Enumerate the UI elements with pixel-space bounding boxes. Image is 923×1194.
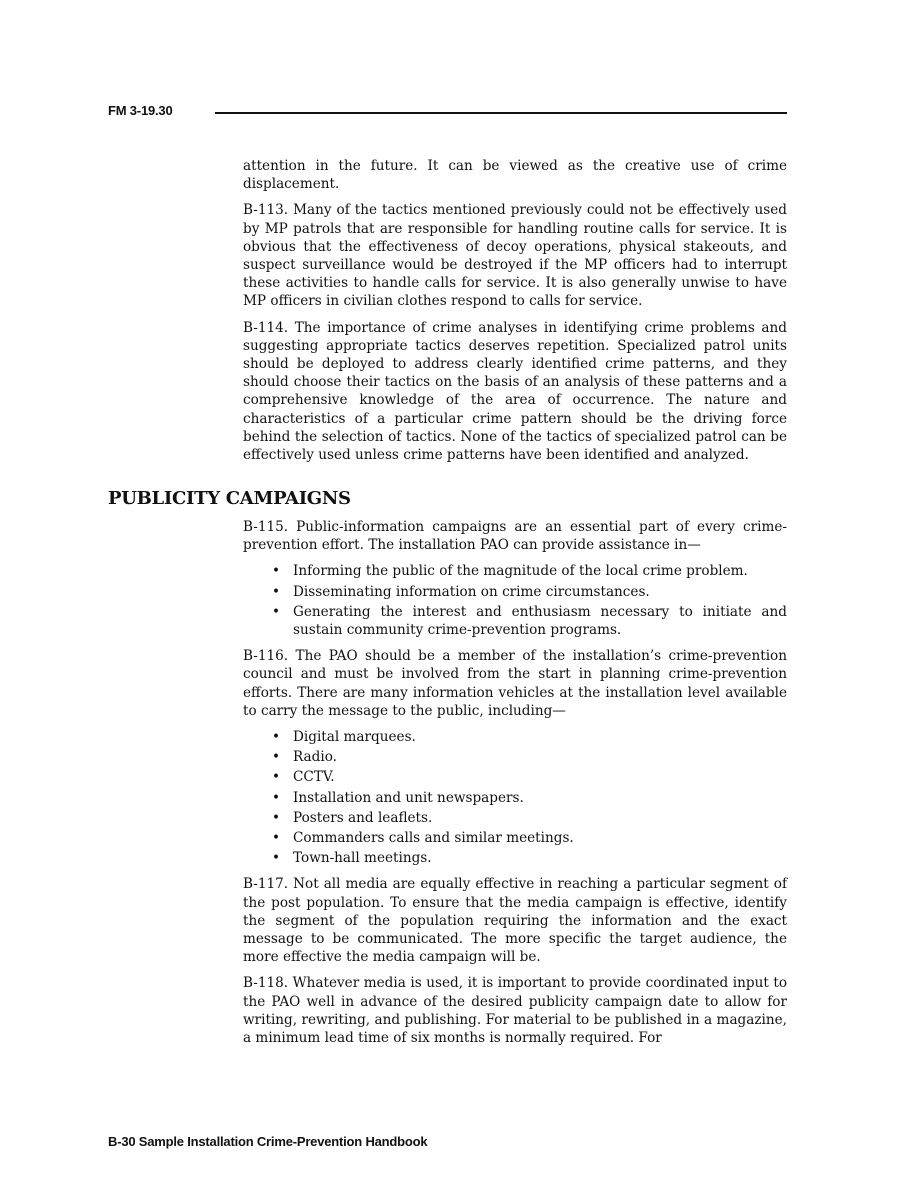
list-item: • Informing the public of the magnitude of the local crime problem. [293,562,787,580]
paragraph-b114: B-114. The importance of crime analyses in identifying crime problems and suggesting appropriate tactics deserves repetition. Specialized patrol units should be deployed to address clearly identified crime patterns, and they should choose their tactics on the basis of an analysis of these patterns and a comprehensive knowledge of the area of occurrence. The nature and characteristics of a particular crime pattern should be the driving force behind the selection of tactics. None of the tactics of specialized patrol can be effectively used unless crime patterns have been identified and analyzed. [243,319,787,464]
paragraph-b118: B-118. Whatever media is used, it is important to provide coordinated input to the PAO well in advance of the desired publicity campaign date to allow for writing, rewriting, and publishing. For material to be published in a magazine, a minimum lead time of six months is normally required. For [243,975,787,1047]
list-item: • Installation and unit newspapers. [293,789,787,807]
paragraph-continued: attention in the future. It can be viewed as the creative use of crime displacement. [243,158,787,193]
body-text-top [243,157,787,472]
section-heading: PUBLICITY CAMPAIGNS [108,488,351,509]
page-footer: B-30 Sample Installation Crime-Prevention Handbook [108,1134,428,1149]
list-item: • Radio. [293,748,787,766]
manual-number: FM 3-19.30 [108,103,173,118]
paragraph-b116: B-116. The PAO should be a member of the installation’s crime-prevention council and must be involved from the start in planning crime-prevention efforts. There are many information vehicles at the installation level available to carry the message to the public, including— [243,648,787,719]
pao-assistance-list [243,562,787,639]
list-item: • Town-hall meetings. [293,849,787,867]
list-item: • CCTV. [293,768,787,786]
list-item: • Generating the interest and enthusiasm necessary to initiate and sustain community crime-prevention programs. [293,603,787,639]
paragraph-b115: B-115. Public-information campaigns are an essential part of every crime-prevention effort. The installation PAO can provide assistance in— [243,519,787,554]
body-text-section [243,518,787,1055]
information-vehicles-list [243,728,787,867]
list-item: • Digital marquees. [293,728,787,746]
list-item: • Posters and leaflets. [293,809,787,827]
header-rule [215,112,787,114]
paragraph-b113: B-113. Many of the tactics mentioned previously could not be effectively used by MP patrols that are responsible for handling routine calls for service. It is obvious that the effectiveness of decoy operations, physical stakeouts, and suspect surveillance would be destroyed if the MP officers had to interrupt these activities to handle calls for service. It is also generally unwise to have MP officers in civilian clothes respond to calls for service. [243,202,787,310]
list-item: • Commanders calls and similar meetings. [293,829,787,847]
list-item: • Disseminating information on crime circumstances. [293,583,787,601]
paragraph-b117: B-117. Not all media are equally effective in reaching a particular segment of the post population. To ensure that the media campaign is effective, identify the segment of the population requiring the information and the exact message to be communicated. The more specific the target audience, the more effective the media campaign will be. [243,876,787,966]
